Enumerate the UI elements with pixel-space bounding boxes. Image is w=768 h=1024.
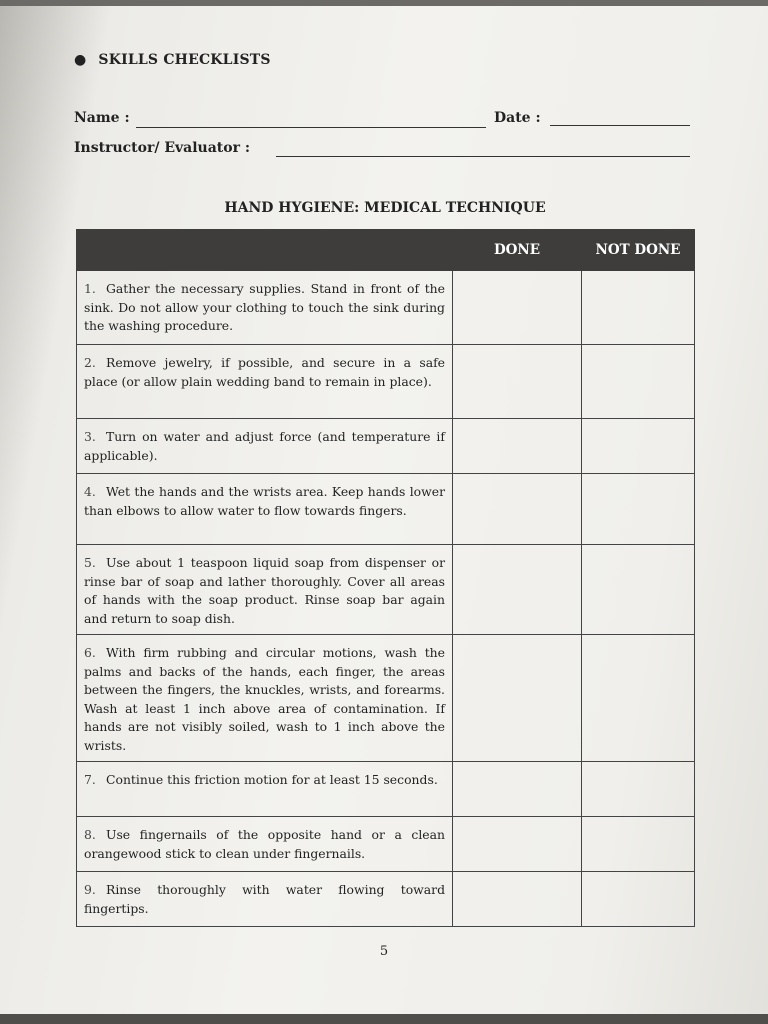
step-number: 8. bbox=[84, 827, 96, 842]
done-checkbox-cell[interactable] bbox=[453, 419, 582, 474]
not-done-checkbox-cell[interactable] bbox=[582, 817, 695, 872]
step-text: Use fingernails of the opposite hand or a clean orangewood stick to clean under fingernails. bbox=[84, 827, 445, 861]
table-row bbox=[77, 419, 695, 474]
section-title: SKILLS CHECKLISTS bbox=[98, 52, 271, 68]
step-number: 1. bbox=[84, 281, 96, 296]
name-field[interactable] bbox=[136, 127, 486, 128]
step-cell bbox=[77, 545, 453, 635]
not-done-checkbox-cell[interactable] bbox=[582, 635, 695, 762]
step-text: Turn on water and adjust force (and temperature if applicable). bbox=[84, 429, 445, 463]
not-done-checkbox-cell[interactable] bbox=[582, 271, 695, 345]
table-row bbox=[77, 474, 695, 545]
step-cell bbox=[77, 762, 453, 817]
done-checkbox-cell[interactable] bbox=[453, 635, 582, 762]
step-column-header bbox=[77, 230, 453, 271]
done-checkbox-cell[interactable] bbox=[453, 545, 582, 635]
not-done-checkbox-cell[interactable] bbox=[582, 345, 695, 419]
step-number: 3. bbox=[84, 429, 96, 444]
not-done-checkbox-cell[interactable] bbox=[582, 474, 695, 545]
step-number: 6. bbox=[84, 645, 96, 660]
step-text: Remove jewelry, if possible, and secure in a safe place (or allow plain wedding band to remain in place). bbox=[84, 355, 445, 389]
page-number: 5 bbox=[379, 944, 389, 959]
instructor-label: Instructor/ Evaluator : bbox=[74, 140, 250, 156]
table-row bbox=[77, 817, 695, 872]
step-cell bbox=[77, 419, 453, 474]
checklist-table bbox=[76, 229, 695, 927]
not-done-checkbox-cell[interactable] bbox=[582, 419, 695, 474]
table-row bbox=[77, 345, 695, 419]
table-row bbox=[77, 545, 695, 635]
step-text: With firm rubbing and circular motions, wash the palms and backs of the hands, each finger, the areas between the fingers, the knuckles, wrists, and forearms. Wash at least 1 inch above area of contamination. If hands are not visibly soiled, wash to 1 inch above the wrists. bbox=[84, 645, 445, 753]
step-number: 7. bbox=[84, 772, 96, 787]
not-done-column-header: NOT DONE bbox=[582, 230, 695, 271]
done-checkbox-cell[interactable] bbox=[453, 872, 582, 927]
step-text: Gather the necessary supplies. Stand in front of the sink. Do not allow your clothing to touch the sink during the washing procedure. bbox=[84, 281, 445, 333]
not-done-checkbox-cell[interactable] bbox=[582, 545, 695, 635]
done-checkbox-cell[interactable] bbox=[453, 762, 582, 817]
step-text: Rinse thoroughly with water flowing toward fingertips. bbox=[84, 882, 445, 916]
not-done-checkbox-cell[interactable] bbox=[582, 872, 695, 927]
instructor-field[interactable] bbox=[276, 156, 690, 157]
table-row bbox=[77, 762, 695, 817]
date-label: Date : bbox=[494, 110, 541, 126]
step-cell bbox=[77, 817, 453, 872]
step-cell bbox=[77, 474, 453, 545]
not-done-checkbox-cell[interactable] bbox=[582, 762, 695, 817]
done-column-header: DONE bbox=[453, 230, 582, 271]
section-heading bbox=[74, 52, 271, 68]
step-cell bbox=[77, 345, 453, 419]
step-text: Use about 1 teaspoon liquid soap from dispenser or rinse bar of soap and lather thoroughly. Cover all areas of hands with the soap product. Rinse soap bar again and return to soap dish. bbox=[84, 555, 445, 626]
step-text: Wet the hands and the wrists area. Keep hands lower than elbows to allow water to flow towards fingers. bbox=[84, 484, 445, 518]
step-cell bbox=[77, 635, 453, 762]
step-number: 4. bbox=[84, 484, 96, 499]
table-row bbox=[77, 872, 695, 927]
checklist-title: HAND HYGIENE: MEDICAL TECHNIQUE bbox=[224, 200, 546, 216]
done-checkbox-cell[interactable] bbox=[453, 345, 582, 419]
bullet-icon: ● bbox=[74, 52, 87, 68]
step-number: 9. bbox=[84, 882, 96, 897]
step-number: 5. bbox=[84, 555, 96, 570]
name-label: Name : bbox=[74, 110, 130, 126]
table-row bbox=[77, 271, 695, 345]
done-checkbox-cell[interactable] bbox=[453, 474, 582, 545]
done-checkbox-cell[interactable] bbox=[453, 271, 582, 345]
table-row bbox=[77, 635, 695, 762]
date-field[interactable] bbox=[550, 125, 690, 126]
step-text: Continue this friction motion for at least 15 seconds. bbox=[106, 772, 438, 787]
step-cell bbox=[77, 872, 453, 927]
done-checkbox-cell[interactable] bbox=[453, 817, 582, 872]
table-header-row bbox=[77, 230, 695, 271]
step-cell bbox=[77, 271, 453, 345]
step-number: 2. bbox=[84, 355, 96, 370]
